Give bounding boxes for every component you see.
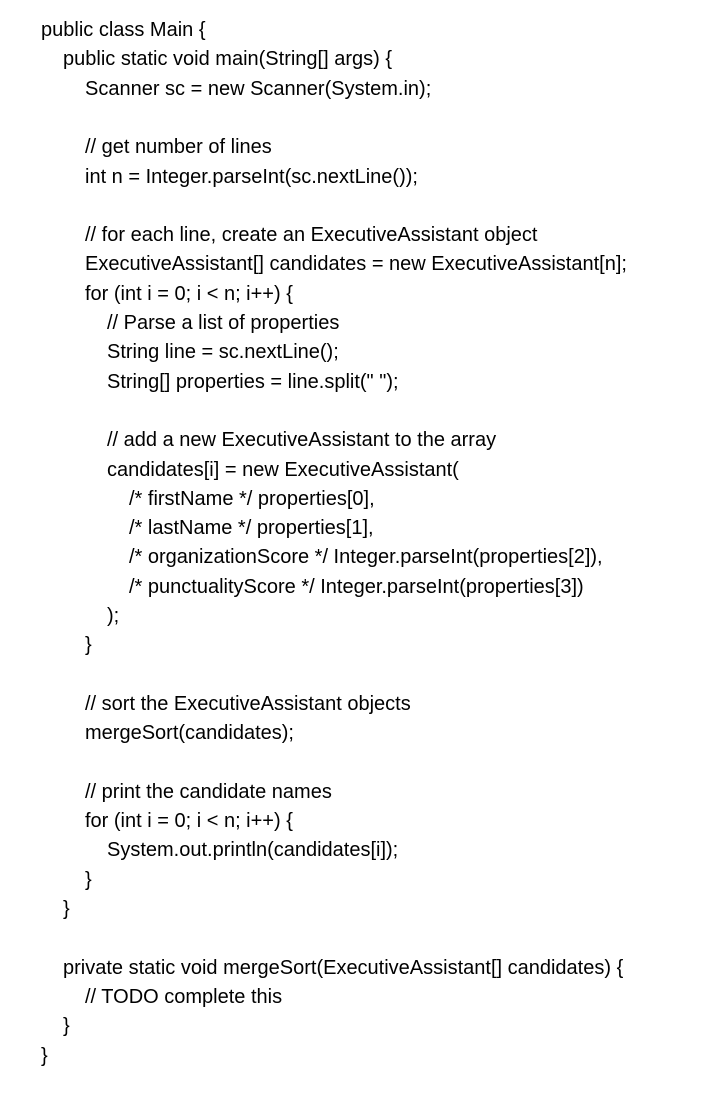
code-line: ExecutiveAssistant[] candidates = new ExecutiveAssistant[n]; <box>85 253 627 276</box>
code-line: ); <box>107 605 120 627</box>
code-line: for (int i = 0; i < n; i++) { <box>85 810 293 833</box>
code-line: String line = sc.nextLine(); <box>107 341 339 364</box>
code-line: // TODO complete this <box>85 985 283 1008</box>
code-line: public static void main(String[] args) { <box>63 48 393 71</box>
code-line: // sort the ExecutiveAssistant objects <box>85 692 411 715</box>
code-line: candidates[i] = new ExecutiveAssistant( <box>107 458 459 481</box>
code-line: int n = Integer.parseInt(sc.nextLine()); <box>85 165 418 188</box>
code-line: System.out.println(candidates[i]); <box>107 839 399 862</box>
code-line: } <box>85 868 92 891</box>
code-line: } <box>63 898 70 920</box>
code-line: // print the candidate names <box>85 780 332 803</box>
code-line: // add a new ExecutiveAssistant to the array <box>107 429 497 452</box>
code-line: Scanner sc = new Scanner(System.in); <box>85 77 432 100</box>
code-line: private static void mergeSort(ExecutiveAssistant[] candidates) { <box>63 956 624 979</box>
code-line: // for each line, create an ExecutiveAssistant object <box>85 224 538 247</box>
code-line: } <box>63 1015 70 1038</box>
code-line: /* firstName */ properties[0], <box>129 487 375 510</box>
code-line: } <box>85 634 92 657</box>
code-line: mergeSort(candidates); <box>85 722 294 745</box>
code-line: /* punctualityScore */ Integer.parseInt(properties[3]) <box>129 575 584 598</box>
code-line: } <box>41 1044 48 1067</box>
code-line: /* organizationScore */ Integer.parseInt(properties[2]), <box>129 546 603 569</box>
code-line: // Parse a list of properties <box>107 312 340 334</box>
code-line: /* lastName */ properties[1], <box>129 517 374 540</box>
code-line: for (int i = 0; i < n; i++) { <box>85 282 293 305</box>
code-line: public class Main { <box>41 19 206 41</box>
code-line: // get number of lines <box>85 136 272 159</box>
code-line: String[] properties = line.split(" "); <box>107 370 399 393</box>
